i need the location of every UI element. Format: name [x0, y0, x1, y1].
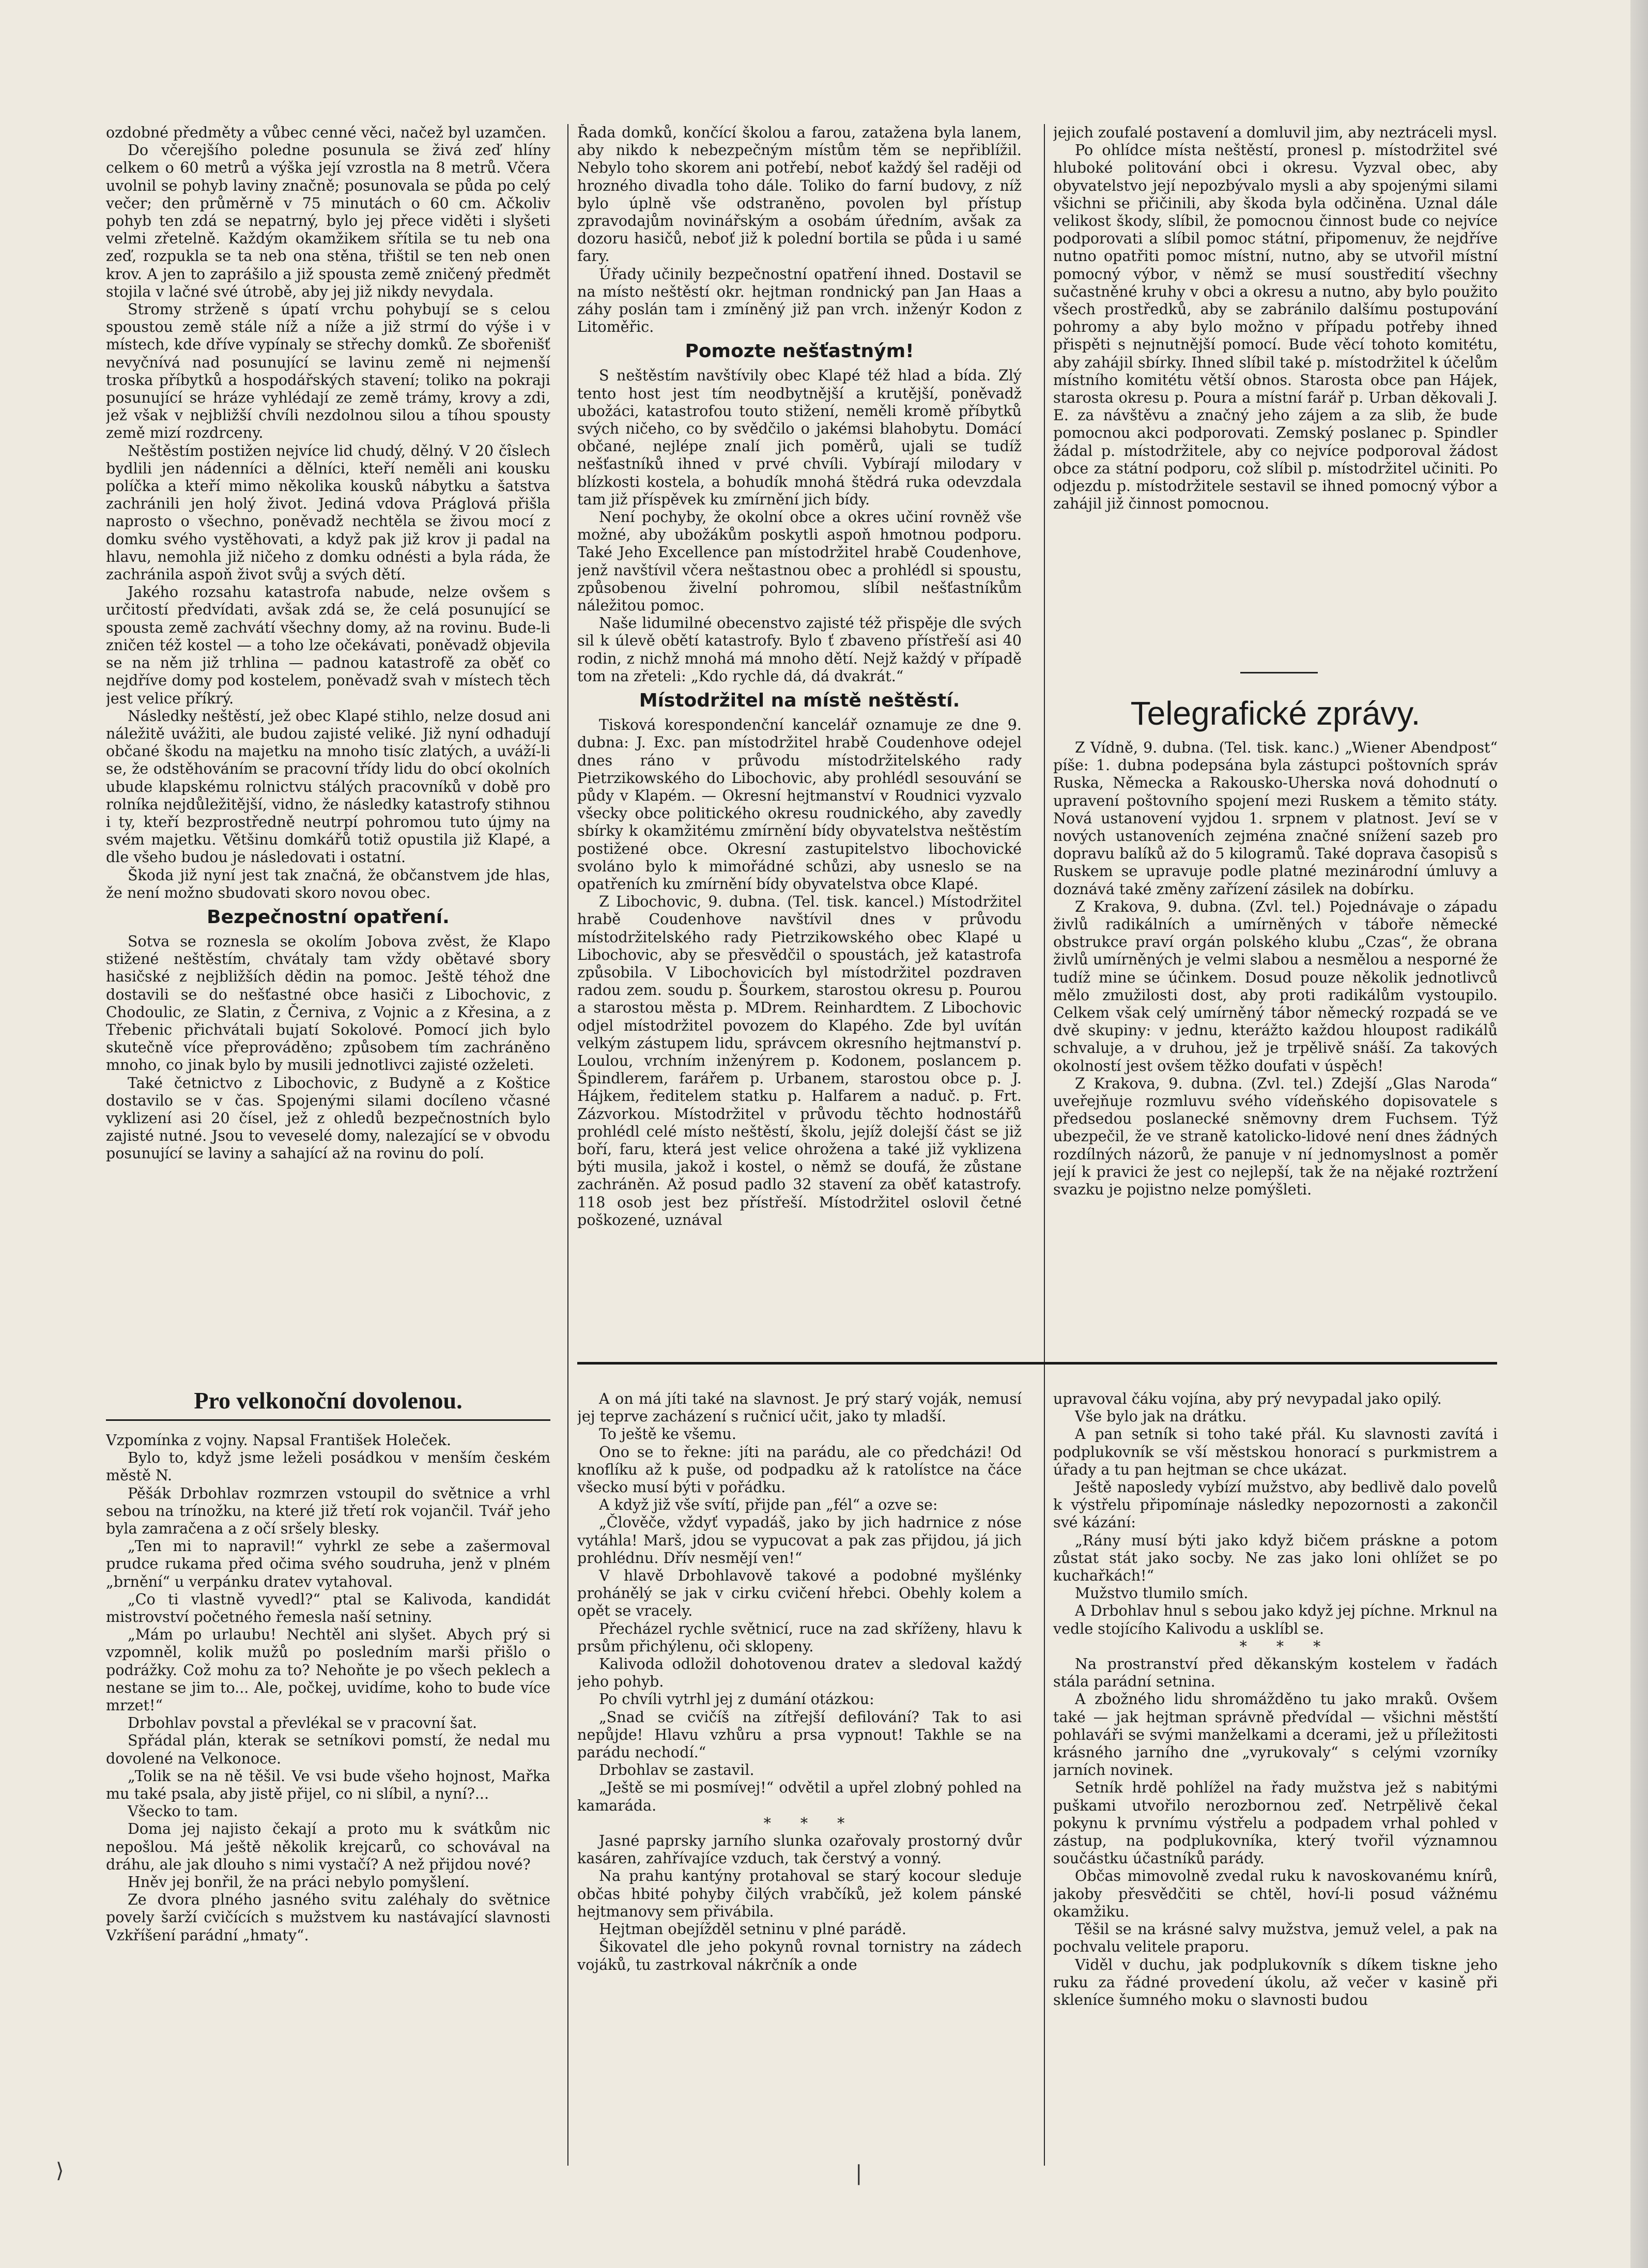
paragraph: A pan setník si toho také přál. Ku slavnosti zavítá i podplukovník se vší městskou honorací s purkmistrem a úřady a tu pan hejtman se chce ukázat. — [1053, 1426, 1498, 1478]
paragraph: Doma jej najisto čekají a proto mu k svátkům nic nepošlou. Má ještě několik krejcarů, co schovával na dráhu, ale jak dlouho s nimi vystačí? A než přijdou nové? — [106, 1820, 550, 1873]
paragraph: A Drbohlav hnul s sebou jako když jej píchne. Mrknul na vedle stojícího Kalivodu a usklíbl se. — [1053, 1602, 1498, 1637]
paragraph: Z Libochovic, 9. dubna. (Tel. tisk. kancel.) Místodržitel hrabě Coudenhove navštívil dnes v průvodu místodržitelského rady Pietrzikowského obec Klapé u Libochovic, aby se přesvědčil o spoustách, jež katastrofa způsobila. V Libochovicích byl místodržitel pozdraven radou zem. soudu p. Šourkem, starostou okresu p. Pourou a starostou města p. MDrem. Reinhardtem. Z Libochovic odjel místodržitel povozem do Klapého. Zde byl uvítán velkým zástupem lidu, správcem okresního hejtmanství p. Loulou, vrchním inženýrem p. Kodonem, poslancem p. Špindlerem, farářem p. Urbanem, starostou obce p. J. Hájkem, ředitelem statku p. Halfarem a naduč. p. Frt. Zázvorkou. Místodržitel v průvodu těchto hodnostářů prohlédl celé místo neštěstí, školu, jejíž dolejší část se již boří, faru, která jest velice ohrožena a také již vyklizena býti musila, jakož i kostel, o němž se doufá, že zůstane zachráněn. Až posud padlo 32 stavení za oběť katastrofy. 118 osob jest bez přístřeší. Místodržitel oslovil četné poškozené, uznával — [577, 893, 1022, 1229]
paragraph: Následky neštěstí, jež obec Klapé stihlo, nelze dosud ani náležitě uvážiti, ale budou zajisté veliké. Již nyní odhadují občané škodu na majetku na mnoho tisíc zlatých, a uváží-li se, že odstěhováním se pracovní třídy lidu do obcí okolních ubude klapskému rolnictvu stálých pracovníků v době pro rolníka nejdůležitější, vidno, že následky katastrofy stihnou i ty, kteří bezprostředně neutrpí pohromou tuto újmy na svém majetku. Většinu domkářů totiž opustila již Klapé, a dle všeho budou je následovati i ostatní. — [106, 707, 550, 866]
section-heading-governor: Místodržitel na místě neštěstí. — [639, 690, 960, 712]
feuilleton-column-3 — [1053, 1390, 1498, 2166]
feuilleton-divider — [577, 1362, 1497, 1370]
telegrams-heading: Telegrafické zprávy. — [1130, 695, 1421, 732]
paragraph: Všecko to tam. — [128, 1803, 238, 1820]
paragraph: Hněv jej bonřil, že na práci nebylo pomyšlení. — [128, 1874, 470, 1891]
paragraph: Stromy strženě s úpatí vrchu pohybují se s celou spoustou země stále níž a níže a již strmí do výše i v místech, kde dříve vypínaly se střechy domků. Ze sbořenišť nevyčnívá nad posunující se lavinu země ni nejmenší troska příbytků a hospodářských stavení; toliko na pokraji posunující se hráze vyhlédají ze země trámy, krovy a zdi, jež však v nejbližší chvíli nezdolnou silou a tíhou spousty země mizí rozdrceny. — [106, 301, 550, 442]
paragraph: Šikovatel dle jeho pokynů rovnal tornistry na zádech vojáků, tu zastrkoval nákrčník a onde — [577, 1938, 1022, 1973]
paragraph: Mužstvo tlumilo smích. — [1075, 1585, 1249, 1602]
paragraph: Řada domků, končící školou a farou, zatažena byla lanem, aby nikdo k nebezpečným místům těm se nepřiblížil. Nebylo toho skorem ani potřebí, neboť každý šel raději od hrozného divadla toho dále. Toliko do farní budovy, z níž bylo úplně vše odstraněno, povolen byl přístup zpravodajům novinářským a osobám úředním, avšak za dozoru hasičů, neboť již k polední bortila se půda i u samé fary. — [577, 124, 1022, 265]
paragraph: Bylo to, když jsme leželi posádkou v menším českém městě N. — [106, 1449, 550, 1484]
paragraph: A zbožného lidu shromážděno tu jako mraků. Ovšem také — jak hejtman správně předvídal — všichni městští pohlaváři se svými manželkami a dcerami, jež u příležitosti krásného jarního dne „vyrukovaly“ s celými vzorníky jarních novinek. — [1053, 1691, 1498, 1779]
paragraph: Ono se to řekne: jíti na parádu, ale co předcházi! Od knoflíku až k puše, od podpadku až k ratolístce na čáce všecko musí býti v pořádku. — [577, 1443, 1022, 1496]
paragraph: ozdobné předměty a vůbec cenné věci, načež byl uzamčen. — [106, 124, 547, 141]
paragraph: Viděl v duchu, jak podplukovník s díkem tiskne jeho ruku za řádné provedení úkolu, až večer v kasině při skleníce šumného moku o slavnosti budou — [1053, 1956, 1498, 2009]
paragraph: Drbohlav se zastavil. — [599, 1761, 754, 1779]
paragraph: Ještě naposledy vybízí mužstvo, aby bedlivě dalo povelů k výstřelu připomínaje následky nepozornosti a zakončil své kázání: — [1053, 1479, 1498, 1531]
paragraph: Jakého rozsahu katastrofa nabude, nelze ovšem s určitostí předvídati, avšak zdá se, že celá posunující se spousta země zachvátí všechny domy, až na rovinu. Bude-li zničen též kostel — a toho lze očekávati, poněvadž objevila se na něm již trhlina — padnou katastrofě za oběť co nejdříve domy pod kostelem, poněvadž svah v místech těch jest velice příkrý. — [106, 584, 550, 707]
paragraph: A on má jíti také na slavnost. Je prý starý voják, nemusí jej teprve zacházení s ručnicí učit, jako ty mladší. — [577, 1390, 1022, 1426]
paragraph: V hlavě Drbohlavově takové a podobné myšlénky prohánělý se jak v cirku cvičení hřebci. Obehly kolem a opět se vracely. — [577, 1567, 1022, 1620]
paragraph: jejich zoufalé postavení a domluvil jim, aby neztráceli mysl. — [1053, 124, 1498, 141]
paragraph: Po chvíli vytrhl jej z dumání otázkou: — [599, 1691, 874, 1708]
paragraph: Neštěstím postižen nejvíce lid chudý, dělný. V 20 čîslech bydlili jen nádenníci a dělníci, kteří neměli ani kousku políčka a kteří mimo několika kousků nábytku a šatstva zachránili jen holý život. Jediná vdova Práglová přišla naprosto o všechno, poněvadž nechtěla se živou mocí z domku svého vystěhovati, a když pak již krov ji padal na hlavu, nemohla již ničeho z domku odnésti a byla ráda, že zachránila aspoň život svůj a svých dětí. — [106, 442, 550, 584]
paragraph: upravoval čáku vojína, aby prý nevypadal jako opilý. — [1053, 1390, 1442, 1407]
paragraph: Těšil se na krásné salvy mužstva, jemuž velel, a pak na pochvalu velitele praporu. — [1053, 1921, 1498, 1956]
column-rule-1 — [567, 124, 568, 2166]
section-heading-help: Pomozte nešťastným! — [685, 341, 914, 362]
scan-mark-center: | — [855, 2162, 862, 2185]
paragraph: Spřádal plán, kterak se setníkovi pomstí, že nedal mu dovolené na Velkonoce. — [106, 1732, 550, 1767]
paragraph: „Co ti vlastně vyvedl?“ ptal se Kalivoda, kandidát mistrovství početného řemesla naší setniny. — [106, 1590, 550, 1626]
paragraph: Jasné paprsky jarního slunka ozařovaly prostorný dvůr kasáren, zahřívajíce vzduch, tak čerstvý a vonný. — [577, 1832, 1022, 1867]
paragraph: Na prahu kantýny protahoval se starý kocour sleduje občas hbité pohyby čilých vrabčíků, jež kolem pánské hejtmanovy sem přivábila. — [577, 1867, 1022, 1920]
paragraph: Po ohlídce místa neštěstí, pronesl p. místodržitel své hluboké politování obci i okresu. Vyzval obec, aby obyvatelstvo její nepozbývalo mysli a aby spojenými silami všichni se přičinili, aby škoda byla odčiněna. Uznal dále velikost škody, slíbil, že pomocnou činnost bude co nejvíce podporovati a slíbil pomoc státní, připomenuv, že nejdříve nutno opatřiti pomoc místní, nutno, aby se utvořil místní pomocný výbor, v němž se musí soustředití všechny sučastněné kruhy v obci a okresu a nutno, aby bylo použito všech prostředků, aby se zabránilo dalšímu postupování pohromy a aby bylo možno v případu potřeby ihned přispěti s nejnutnější pomocí. Bude věcí tohoto komitétu, aby zahájil sbírky. Ihned slíbil také p. místodržitel k účelům místního komitétu větší obnos. Starosta obce pan Hájek, starosta okresu p. Poura a místní farář p. Urban děkovali J. E. za návštěvu a značný jeho zájem a za slib, že bude pomocnou akci podporovati. Zemský poslanec p. Spindler žádal p. místodržitele, aby co nejvíce podporoval žádost obce za státní podporu, což slíbil p. místodržitel učiniti. Po odjezdu p. místodržitele sestavil se ihned pomocný výbor a zahájil již činnost pomocnou. — [1053, 142, 1498, 513]
scan-mark-left: ⟩ — [56, 2159, 64, 2183]
paragraph: Naše lidumilné obecenstvo zajisté též přispěje dle svých sil k úlevě obětí katastrofy. Bylo ť zbaveno přístřeší asi 40 rodin, z nichž mnohá má mnoho dětí. Nejž každý v případě tom na zřeteli: „Kdo rychle dá, dá dvakrát.“ — [577, 615, 1022, 685]
column-3-telegrams — [1053, 739, 1498, 1354]
byline: Vzpomínka z vojny. Napsal František Holeček. — [106, 1432, 452, 1449]
feuilleton-column-2 — [577, 1390, 1022, 2166]
paragraph: Sotva se roznesla se okolím Jobova zvěst, že Klapo stižené neštěstím, chvátaly tam vždy obětavé sbory hasičské z nejbližších dědin na pomoc. Ještě téhož dne dostavili se do nešťastné obce hasiči z Libochovic, z Chodoulic, ze Slatin, z Černiva, z Vojnic a z Křesina, a z Třebenic přichvátali bujatí Sokolové. Pomocí jich bylo skutečně více přeprováděno; způsobem tím zachráněno mnoho, co jinak bylo by musili jednotlivci zajisté ozželeti. — [106, 932, 550, 1074]
section-stars: * * * — [1239, 1637, 1333, 1655]
paragraph: Tisková korespondenční kancelář oznamuje ze dne 9. dubna: J. Exc. pan místodržitel hrabě Coudenhove odejel dnes ráno v průvodu místodržitelského rady Pietrzikowského do Libochovic, aby prohlédl sesouvání se půdy v Klapém. — Okresní hejtmanství v Roudnici vyzvalo všecky obce politického okresu roudnického, aby zavedly sbírky k okamžitému zmírnění bídy obyvatelstva neštěstím postižené obce. Okresní zastupitelstvo libochovické svoláno bylo k mimořádné schůzi, aby usneslo se na opatřeních ku zmírnění bídy obyvatelstva obce Klapé. — [577, 716, 1022, 893]
paragraph: „Mám po urlaubu! Nechtěl ani slyšet. Abych prý si vzpomněl, kolik mužů po posledním marši přišlo o podrážky. Což mohu za to? Nehoňte je po všech peklech a nestane se jim to... Ale, počkej, uvidíme, koho to bude více mrzet!“ — [106, 1626, 550, 1714]
column-3-news — [1053, 124, 1498, 662]
short-rule — [1240, 672, 1318, 673]
paragraph: „Tolik se na ně těšil. Ve vsi bude všeho hojnost, Mařka mu také psala, aby jistě přijel, co ni slíbil, a nyní?... — [106, 1767, 550, 1803]
column-rule-2 — [1044, 124, 1045, 2166]
paragraph: Škoda již nyní jest tak značná, že občanstvem jde hlas, že není možno sbudovati skoro novou obec. — [106, 866, 550, 901]
paragraph: Na prostranství před děkanským kostelem v řadách stála parádní setnina. — [1053, 1656, 1498, 1691]
paragraph: S neštěstím navštívily obec Klapé též hlad a bída. Zlý tento host jest tím neodbytnější a krutější, poněvadž ubožáci, katastrofou touto stižení, neměli kromě příbytků svých ničeho, co by svědčilo o jakémsi blahobytu. Domácí občané, nejlépe znalí jich poměrů, ujali se tudíž nešťastníků ihned v prvé chvíli. Vybírají milodary v blízkosti kostela, a bohudík mnohá štědrá ruka odevzdala tam již příspěvek ku zmírnění jich bídy. — [577, 367, 1022, 508]
column-2-news — [577, 124, 1022, 1359]
paragraph: Z Krakova, 9. dubna. (Zvl. tel.) Zdejší „Glas Naroda“ uveřejňuje rozmluvu svého vídeňského dopisovatele s předsedou poslanecké sněmovny drem Fuchsem. Týž ubezpečil, že ve straně katolicko-lidové není dnes žádných rozdílných názorů, že panuje v ní jednomyslnost a poměr její k pravici že jest co nejlepší, tak že na nějaké roztržení svazku je pojistno nelze pomýšleti. — [1053, 1075, 1498, 1199]
paragraph: „Ještě se mi posmívej!“ odvětil a upřel zlobný pohled na kamaráda. — [577, 1779, 1022, 1814]
paragraph: „Člověče, vždyť vypadáš, jako by jich hadrnice z nóse vytáhla! Marš, jdou se vypucovat a pak zas přijdou, já jich prohlédnu. Dřív nesmějí ven!“ — [577, 1514, 1022, 1567]
paragraph: Úřady učinily bezpečnostní opatření ihned. Dostavil se na místo neštěstí okr. hejtman rondnický pan Jan Haas a záhy poslán tam i zmíněný již pan vrch. inženýr Kodon z Litoměřic. — [577, 265, 1022, 336]
paragraph: „Snad se cvičíš na zítřejší defilování? Tak to asi nepůjde! Hlavu vzhůru a prsa vypnout! Takhle se na parádu nechodí.“ — [577, 1708, 1022, 1761]
column-1-news — [106, 124, 550, 1365]
paragraph: Pěšák Drbohlav rozmrzen vstoupil do světnice a vrhl sebou na trínožku, na které již třetí rok vojančil. Tvář jeho byla zamračena a z očí sršely blesky. — [106, 1484, 550, 1538]
paragraph: „Rány musí býti jako když bičem práskne a potom zůstat stát jako socby. Ne zas jako loni ohlížet se po kuchařkách!“ — [1053, 1531, 1498, 1585]
paragraph: Z Krakova, 9. dubna. (Zvl. tel.) Pojednávaje o západu živlů radikálních a umírněných v táboře německé obstrukce praví orgán polského klubu „Czas“, že obrana živlů umírněných je velmi slabou a nesmělou a nesporné že tudíž mine se účinkem. Dosud pouze několik jednotlivců mělo zmužilosti dost, aby proti radikálům vystoupilo. Celkem však celý umírněný tábor německý rozpadá se ve dvě skupiny: v jednu, kterážto každou hloupost radikálů schvaluje, a v druhou, jež je trpělivě snáší. Za takových okolností jest ovšem těžko doufati v úspěch! — [1053, 898, 1498, 1075]
paragraph: Do včerejšího poledne posunula se živá zeď hlíny celkem o 60 metrů a výška její vzrostla na 8 metrů. Včera uvolnil se pohyb laviny značně; posunovala se půda po celý večer; den průměrně v 75 minutách o 60 cm. Ačkoliv pohyb ten zdá se nepatrný, bylo jej přece viděti i slyšeti velmi zřetelně. Každým okamžikem sřítila se tu neb ona zeď, rozpukla se ta neb ona stěna, třištil se ten neb onen krov. A jen to zaprášilo a již spousta země zničený předmět stojila v lačné své útrobě, aby jej již nikdy nevydala. — [106, 142, 550, 300]
paragraph: Občas mimovolně zvedal ruku k navoskovanému knírů, jakoby přesvědčiti se chtěl, hoví-li posud vážnému okamžiku. — [1053, 1867, 1498, 1920]
section-stars: * * * — [763, 1814, 857, 1832]
paragraph: Také četnictvo z Libochovic, z Budyně a z Koštice dostavilo se v čas. Spojenými silami docíleno včasné vyklizení asi 20 čísel, jež z ohledů bezpečnostních bylo zajisté nutné. Jsou to veveselé domy, nalezající se v obvodu posunující se laviny a sahající až na rovinu do polí. — [106, 1074, 550, 1162]
paragraph: To ještě ke všemu. — [599, 1426, 736, 1443]
paragraph: Hejtman obejížděl setninu v plné parádě. — [599, 1921, 906, 1938]
feuilleton-title: Pro velkonoční dovolenou. — [106, 1385, 550, 1421]
paragraph: Setník hrdě pohlížel na řady mužstva jež s nabitými puškami utvořilo nerozbornou zeď. Netrpělivě čekal pokynu k prvnímu výstřelu a podpadem vrhal pohled v zástup, na podplukovníka, který tvořil významnou součástku účastníků parády. — [1053, 1779, 1498, 1867]
paragraph: Není pochyby, že okolní obce a okres učiní rovněž vše možné, aby ubožákům poskytli aspoň hmotnou podporu. Také Jeho Excellence pan místodržitel hrabě Coudenhove, jenž navštívil včera neštastnou obec a prohlédl si spoustu, způsobenou živelní pohromou, slíbil nešťastníkům náležitou pomoc. — [577, 509, 1022, 615]
paragraph: Z Vídně, 9. dubna. (Tel. tisk. kanc.) „Wiener Abendpost“ píše: 1. dubna podepsána byla zástupci poštovních správ Ruska, Německa a Rakousko-Uherska nová dohodnutí o upravení poštovního spojení mezi Ruskem a těmito státy. Nová ustanovení vyjdou 1. srpnem v platnost. Jeví se v nových ustanoveních zejména značné snížení sazeb pro dopravu balíků až do 5 kilogramů. Také doprava časopisů s Ruskem se upravuje podle platné mezinárodní úmluvy a doznává také změny zařízení zásilek na dobírku. — [1053, 739, 1498, 898]
section-heading-safety: Bezpečnostní opatření. — [207, 906, 450, 928]
paragraph: „Ten mi to napravil!“ vyhrkl ze sebe a zašermoval prudce rukama před očima svého soudruha, jenž v plném „brnění“ u verpánku dratev vytahoval. — [106, 1538, 550, 1590]
paragraph: Ze dvora plného jasného svitu zaléhaly do světnice povely šarží cvičících s mužstvem ku nastávající slavnosti Vzkříšení parádní „hmaty“. — [106, 1891, 550, 1944]
paragraph: Přecházel rychle světnicí, ruce na zad skříženy, hlavu k prsům přichýlenu, oči sklopeny. — [577, 1620, 1022, 1655]
paragraph: Kalivoda odložil dohotovenou dratev a sledoval každý jeho pohyb. — [577, 1656, 1022, 1691]
feuilleton-column-1 — [106, 1432, 550, 2166]
paragraph: A když již vše svítí, přijde pan „fél“ a ozve se: — [599, 1496, 938, 1514]
scan-edge — [1630, 0, 1648, 2268]
paragraph: Vše bylo jak na drátku. — [1075, 1408, 1247, 1426]
paragraph: Drbohlav povstal a převlékal se v pracovní šat. — [128, 1714, 477, 1732]
